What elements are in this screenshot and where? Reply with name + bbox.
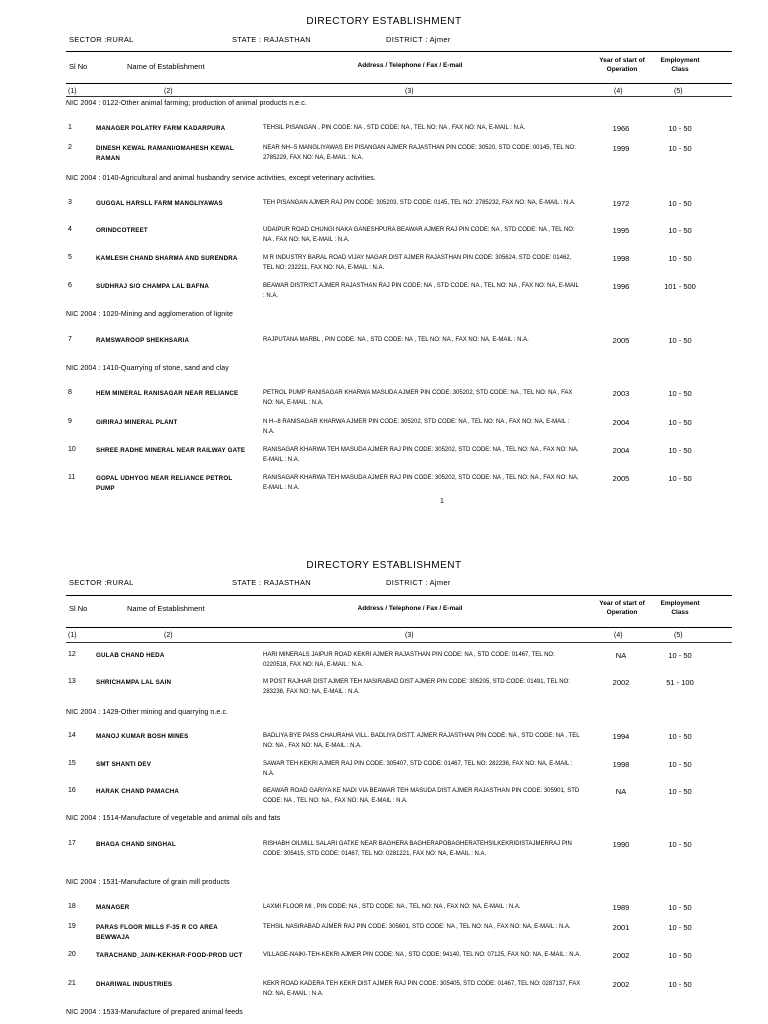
sl-number: 6 <box>68 282 72 289</box>
employment-class: 10 - 50 <box>668 474 692 483</box>
establishment-name: RAMSWAROOP SHEKHSARIA <box>96 337 190 344</box>
establishment-address: M POST RAJHAR DIST AJMER TEH NASIRABAD DIST AJMER PIN CODE: 305205, STD CODE: 01491, TEL NO: 283238, FAX NO: NA, E-MAIL : N.A. <box>263 679 570 695</box>
nic-heading: NIC 2004 : 0140-Agricultural and animal husbandry service activities, except veterinary activities. <box>66 175 376 182</box>
col-header-employment: Employment Class <box>660 600 700 616</box>
col-number-1: (1) <box>68 632 77 639</box>
district-label: DISTRICT : Ajmer <box>386 35 451 44</box>
employment-class: 10 - 50 <box>668 787 692 796</box>
employment-class: 10 - 50 <box>668 732 692 741</box>
year-of-start: 2005 <box>612 336 630 345</box>
establishment-address: UDAIPUR ROAD CHUNGI NAKA GANESHPURA BEAWAR AJMER RAJ PIN CODE: NA , STD CODE: NA , TEL NO: NA , FAX NO: NA, E-MAIL : N.A. <box>263 227 575 243</box>
year-of-start: 1998 <box>612 254 630 263</box>
year-of-start: 2003 <box>612 389 630 398</box>
year-of-start: NA <box>615 787 627 796</box>
employment-class: 10 - 50 <box>668 980 692 989</box>
nic-heading: NIC 2004 : 1020-Mining and agglomeration of lignite <box>66 311 233 318</box>
establishment-name: HARAK CHAND PAMACHA <box>96 788 180 795</box>
establishment-name: SMT SHANTI DEV <box>96 761 152 768</box>
establishment-address: KEKR ROAD KADERA TEH KEKR DIST AJMER RAJ PIN CODE: 305405, STD CODE: 01467, TEL NO: 0287137, FAX NO: NA, E-MAIL : N.A. <box>263 981 581 997</box>
employment-class: 10 - 50 <box>668 760 692 769</box>
employment-class: 10 - 50 <box>668 840 692 849</box>
employment-class: 10 - 50 <box>668 124 692 133</box>
establishment-address: PETROL PUMP RANISAGAR KHARWA MASUDA AJMER PIN CODE: 305202, STD CODE: NA , TEL NO: NA , FAX NO: NA, E-MAIL : N.A. <box>263 390 573 406</box>
col-number-3: (3) <box>405 632 414 639</box>
establishment-name: PARAS FLOOR MILLS F-35 R CO AREA BEWWAJA <box>96 924 218 941</box>
nic-heading: NIC 2004 : 1533-Manufacture of prepared animal feeds <box>66 1009 243 1016</box>
header-bottom-rule <box>66 96 732 97</box>
sl-number: 13 <box>68 678 76 685</box>
sl-number: 17 <box>68 840 76 847</box>
establishment-name: GIRIRAJ MINERAL PLANT <box>96 419 178 426</box>
sl-number: 3 <box>68 199 72 206</box>
establishment-name: KAMLESH CHAND SHARMA AND SURENDRA <box>96 255 238 262</box>
sl-number: 8 <box>68 389 72 396</box>
year-of-start: 1996 <box>612 282 630 291</box>
establishment-address: BADLIYA BYE PASS CHAURAHA VILL. BADLIYA DISTT. AJMER RAJASTHAN PIN CODE: NA , STD CODE: NA , TEL NO: NA , FAX NO: NA, E-MAIL : N.A. <box>263 733 580 749</box>
sl-number: 7 <box>68 336 72 343</box>
col-number-4: (4) <box>614 632 623 639</box>
establishment-name: BHAGA CHAND SINGHAL <box>96 841 176 848</box>
col-header-address: Address / Telephone / Fax / E-mail <box>357 62 463 69</box>
col-header-slno: Sl No <box>69 604 88 613</box>
nic-heading: NIC 2004 : 1410-Quarrying of stone, sand and clay <box>66 365 229 372</box>
col-number-1: (1) <box>68 88 77 95</box>
year-of-start: 1966 <box>612 124 630 133</box>
establishment-address: BEAWAR DISTRICT AJMER RAJASTHAN RAJ PIN CODE: NA , STD CODE: NA , TEL NO: NA , FAX NO: NA, E-MAIL : N.A. <box>263 283 579 299</box>
nic-heading: NIC 2004 : 1531-Manufacture of grain mill products <box>66 879 230 886</box>
employment-class: 10 - 50 <box>668 389 692 398</box>
employment-class: 51 - 100 <box>666 678 694 687</box>
col-number-2: (2) <box>164 632 173 639</box>
sl-number: 5 <box>68 254 72 261</box>
year-of-start: 2002 <box>612 951 630 960</box>
sl-number: 9 <box>68 418 72 425</box>
sl-number: 4 <box>68 226 72 233</box>
col-header-address: Address / Telephone / Fax / E-mail <box>357 605 463 612</box>
establishment-address: RANISAGAR KHARWA TEH MASUDA AJMER RAJ PIN CODE: 305202, STD CODE: NA , TEL NO: NA , FAX NO: NA, E-MAIL : N.A. <box>263 447 579 463</box>
establishment-name: DHARIWAL INDUSTRIES <box>96 981 173 988</box>
col-number-4: (4) <box>614 88 623 95</box>
nic-heading: NIC 2004 : 1429-Other mining and quarrying n.e.c. <box>66 709 229 716</box>
sl-number: 14 <box>68 732 76 739</box>
establishment-address: M R INDUSTRY BARAL ROAD VIJAY NAGAR DIST AJMER RAJASTHAN PIN CODE: 305624, STD CODE: 01462, TEL NO: 232211, FAX NO: NA, E-MAIL : N.A. <box>263 255 572 271</box>
year-of-start: NA <box>615 651 627 660</box>
col-header-name: Name of Establishment <box>127 604 205 613</box>
sl-number: 11 <box>68 474 76 481</box>
establishment-name: HEM MINERAL RANISAGAR NEAR RELIANCE <box>96 390 239 397</box>
employment-class: 10 - 50 <box>668 923 692 932</box>
sl-number: 18 <box>68 903 76 910</box>
establishment-name: ORINDCOTREET <box>96 227 148 234</box>
establishment-address: TEHSIL PISANGAN , PIN CODE: NA , STD CODE: NA , TEL NO: NA , FAX NO: NA, E-MAIL : N.A. <box>263 125 526 131</box>
establishment-name: SHREE RADHE MINERAL NEAR RAILWAY GATE <box>96 447 246 454</box>
sl-number: 21 <box>68 980 76 987</box>
employment-class: 10 - 50 <box>668 951 692 960</box>
district-label: DISTRICT : Ajmer <box>386 578 451 587</box>
year-of-start: 1990 <box>612 840 630 849</box>
establishment-address: HARI MINERALS JAIPUR ROAD KEKRI AJMER RAJASTHAN PIN CODE: NA , STD CODE: 01467, TEL NO: 0220518, FAX NO: NA, E-MAIL : N.A. <box>263 652 555 668</box>
header-bottom-rule <box>66 642 732 643</box>
year-of-start: 2004 <box>612 418 630 427</box>
nic-heading: NIC 2004 : 1514-Manufacture of vegetable and animal oils and fats <box>66 815 281 822</box>
sl-number: 2 <box>68 144 72 151</box>
sl-number: 12 <box>68 651 76 658</box>
establishment-name: GUGGAL HARSLL FARM MANGLIYAWAS <box>96 200 223 207</box>
employment-class: 10 - 50 <box>668 254 692 263</box>
sl-number: 1 <box>68 124 72 131</box>
establishment-name: MANOJ KUMAR BOSH MINES <box>96 733 189 740</box>
col-header-year: Year of start of Operation <box>599 600 645 616</box>
establishment-address: RANISAGAR KHARWA TEH MASUDA AJMER RAJ PIN CODE: 305202, STD CODE: NA , TEL NO: NA , FAX NO: NA, E-MAIL : N.A. <box>263 475 579 491</box>
establishment-name: SHRICHAMPA LAL SAIN <box>96 679 172 686</box>
establishment-address: VILLAGE-NAIKI-TEH-KEKRI AJMER PIN CODE: NA , STD CODE: 94140, TEL NO: 07125, FAX NO: NA, E-MAIL : N.A. <box>263 952 581 958</box>
establishment-name: DINESH KEWAL RAMANI/OMAHESH KEWAL RAMAN <box>96 145 234 162</box>
sector-label: SECTOR :RURAL <box>69 35 134 44</box>
year-of-start: 1989 <box>612 903 630 912</box>
establishment-name: SUDHRAJ S/O CHAMPA LAL BAFNA <box>96 283 210 290</box>
header-mid-rule <box>66 83 732 84</box>
establishment-address: BEAWAR ROAD GARIYA KE NADI VIA BEAWAR TEH MASUDA DIST AJMER RAJASTHAN PIN CODE: 305901, STD CODE: NA , TEL NO: NA , FAX NO: NA, E-MAIL : N.A. <box>263 788 580 804</box>
sl-number: 16 <box>68 787 76 794</box>
employment-class: 10 - 50 <box>668 651 692 660</box>
establishment-address: TEHSIL NASIRABAD AJMER RAJ PIN CODE: 305601, STD CODE: NA , TEL NO: NA , FAX NO: NA, E-MAIL : N.A. <box>263 924 571 930</box>
establishment-address: LAXMI FLOOR MI , PIN CODE: NA , STD CODE: NA , TEL NO: NA , FAX NO: NA, E-MAIL : N.A. <box>263 904 521 910</box>
col-number-5: (5) <box>674 88 683 95</box>
year-of-start: 2002 <box>612 678 630 687</box>
sl-number: 15 <box>68 760 76 767</box>
header-top-rule <box>66 51 732 52</box>
employment-class: 10 - 50 <box>668 144 692 153</box>
employment-class: 10 - 50 <box>668 226 692 235</box>
establishment-name: MANAGER POLATRY FARM KADARPURA <box>96 125 226 132</box>
year-of-start: 2005 <box>612 474 630 483</box>
establishment-address: RAJPUTANA MARBL , PIN CODE: NA , STD CODE: NA , TEL NO: NA , FAX NO: NA, E-MAIL : N.A. <box>263 337 529 343</box>
col-number-2: (2) <box>164 88 173 95</box>
page-title: DIRECTORY ESTABLISHMENT <box>306 16 462 27</box>
year-of-start: 2001 <box>612 923 630 932</box>
establishment-address: TEH PISANGAN AJMER RAJ PIN CODE: 305203, STD CODE: 0145, TEL NO: 2785232, FAX NO: NA, E-MAIL : N.A. <box>263 200 576 206</box>
col-header-year: Year of start of Operation <box>599 57 645 73</box>
year-of-start: 1999 <box>612 144 630 153</box>
sl-number: 20 <box>68 951 76 958</box>
page-title: DIRECTORY ESTABLISHMENT <box>306 560 462 571</box>
col-header-slno: Sl No <box>69 62 88 71</box>
establishment-address: N H--8 RANISAGAR KHARWA AJMER PIN CODE: 305202, STD CODE: NA , TEL NO: NA , FAX NO: NA, E-MAIL : N.A. <box>263 419 570 435</box>
sl-number: 19 <box>68 923 76 930</box>
establishment-address: RISHABH OILMILL SALARI GATKE NEAR BAGHERA BAGHERAPOBAGHERATEHSILKEKRIDISTAJMERRAJ PIN CODE: 305415, STD CODE: 01467, TEL NO: 0281221, FAX NO: NA, E-MAIL : N.A. <box>263 841 572 857</box>
year-of-start: 2002 <box>612 980 630 989</box>
year-of-start: 1972 <box>612 199 630 208</box>
state-label: STATE : RAJASTHAN <box>232 35 311 44</box>
employment-class: 10 - 50 <box>668 903 692 912</box>
col-number-3: (3) <box>405 88 414 95</box>
nic-heading: NIC 2004 : 0122-Other animal farming; production of animal products n.e.c. <box>66 100 307 107</box>
col-header-name: Name of Establishment <box>127 62 205 71</box>
employment-class: 10 - 50 <box>668 446 692 455</box>
sl-number: 10 <box>68 446 76 453</box>
col-header-employment: Employment Class <box>660 57 700 73</box>
establishment-address: NEAR NH--5 MANGLIYAWAS EH PISANGAN AJMER RAJASTHAN PIN CODE: 30520, STD CODE: 00145, TEL NO: 2785229, FAX NO: NA, E-MAIL : N.A. <box>263 145 576 161</box>
col-number-5: (5) <box>674 632 683 639</box>
sector-label: SECTOR :RURAL <box>69 578 134 587</box>
establishment-name: TARACHAND_JAIN-KEKHAR-FOOD-PROD UCT <box>96 952 243 959</box>
page-number: 1 <box>440 498 444 505</box>
employment-class: 10 - 50 <box>668 336 692 345</box>
establishment-address: SAWAR TEH KEKRI AJMER RAJ PIN CODE: 305407, STD CODE: 01467, TEL NO: 282236, FAX NO: NA, E-MAIL : N.A. <box>263 761 573 777</box>
employment-class: 10 - 50 <box>668 199 692 208</box>
establishment-name: GULAB CHAND HEDA <box>96 652 165 659</box>
state-label: STATE : RAJASTHAN <box>232 578 311 587</box>
employment-class: 101 - 500 <box>664 282 696 291</box>
year-of-start: 1994 <box>612 732 630 741</box>
header-top-rule <box>66 595 732 596</box>
employment-class: 10 - 50 <box>668 418 692 427</box>
year-of-start: 1995 <box>612 226 630 235</box>
year-of-start: 1998 <box>612 760 630 769</box>
year-of-start: 2004 <box>612 446 630 455</box>
establishment-name: GOPAL UDHYOG NEAR RELIANCE PETROL PUMP <box>96 475 233 492</box>
establishment-name: MANAGER <box>96 904 130 911</box>
header-mid-rule <box>66 627 732 628</box>
